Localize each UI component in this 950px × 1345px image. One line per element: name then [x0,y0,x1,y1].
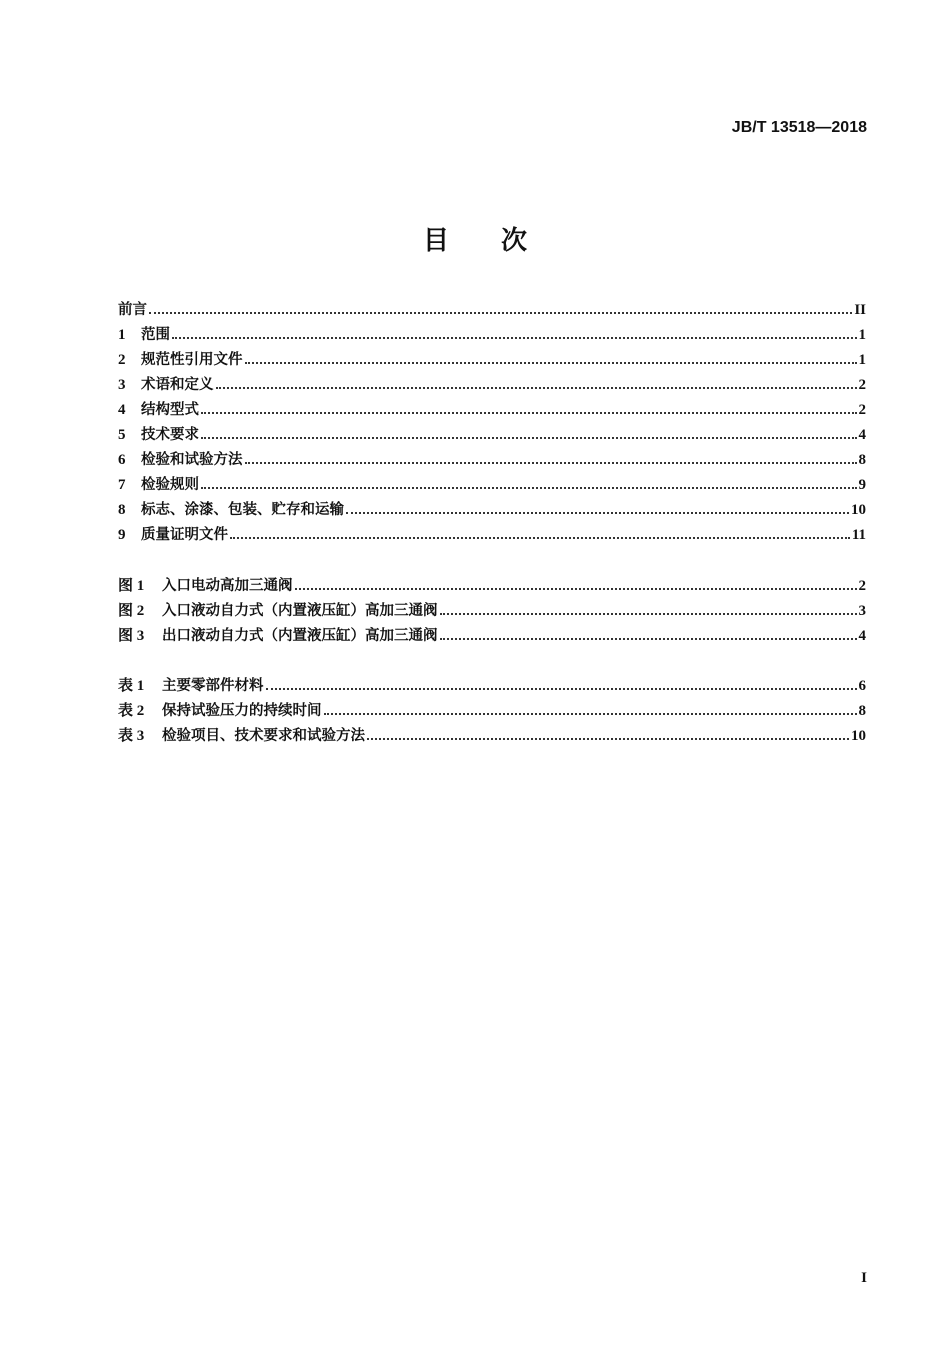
entry-title: 范围 [141,327,170,343]
dot-leader [216,386,857,389]
entry-page: 2 [858,377,866,393]
dot-leader [324,712,857,715]
entry-number: 5 [118,427,126,443]
dot-leader [245,361,857,364]
entry-page: 10 [851,502,866,518]
entry-page: 8 [858,703,866,719]
toc-entry[interactable] [118,398,866,423]
page-title: 目次 [422,226,579,256]
toc-figures [118,574,866,649]
entry-title: 检验项目、技术要求和试验方法 [162,728,365,744]
entry-number: 图 2 [118,603,145,619]
toc-entry[interactable] [118,323,866,348]
standard-number: JB/T 13518—2018 [731,119,867,136]
entry-page: 10 [851,728,866,744]
toc-entry[interactable] [118,523,866,548]
toc-entry[interactable] [118,298,866,323]
entry-title: 入口电动高加三通阀 [162,578,293,594]
entry-title: 规范性引用文件 [141,352,243,368]
dot-leader [230,536,850,539]
entry-number: 8 [118,502,126,518]
entry-page: 4 [858,427,866,443]
toc-entry[interactable] [118,348,866,373]
dot-leader [172,336,857,339]
entry-number: 2 [118,352,126,368]
entry-number: 3 [118,377,126,393]
dot-leader [245,461,857,464]
toc-entry[interactable] [118,423,866,448]
entry-number: 图 3 [118,628,145,644]
entry-title: 技术要求 [141,427,199,443]
dot-leader [440,637,857,640]
entry-title: 前言 [118,302,147,318]
toc-entry[interactable] [118,574,866,599]
entry-number: 6 [118,452,126,468]
page-number: I [861,1270,867,1286]
entry-title: 保持试验压力的持续时间 [162,703,322,719]
entry-title: 入口液动自力式（内置液压缸）高加三通阀 [162,603,438,619]
entry-page: 1 [858,327,866,343]
dot-leader [201,436,857,439]
toc-entry[interactable] [118,699,866,724]
entry-page: 2 [858,578,866,594]
entry-title: 术语和定义 [141,377,214,393]
toc-entry[interactable] [118,473,866,498]
entry-title: 结构型式 [141,402,199,418]
entry-number: 9 [118,527,126,543]
toc-entry[interactable] [118,498,866,523]
entry-page: 4 [858,628,866,644]
entry-page: 1 [858,352,866,368]
toc-sections [118,298,866,548]
dot-leader [440,612,857,615]
dot-leader [295,587,857,590]
entry-number: 7 [118,477,126,493]
dot-leader [149,311,852,314]
entry-title: 出口液动自力式（内置液压缸）高加三通阀 [162,628,438,644]
entry-page: 3 [858,603,866,619]
entry-number: 表 2 [118,703,145,719]
toc-tables [118,674,866,749]
dot-leader [201,486,857,489]
toc-entry[interactable] [118,674,866,699]
entry-page: 2 [858,402,866,418]
dot-leader [201,411,857,414]
entry-page: 11 [851,527,866,543]
entry-title: 主要零部件材料 [162,678,264,694]
toc-entry[interactable] [118,624,866,649]
entry-number: 图 1 [118,578,145,594]
entry-number: 表 3 [118,728,145,744]
entry-number: 表 1 [118,678,145,694]
dot-leader [346,511,849,514]
entry-number: 4 [118,402,126,418]
toc-entry[interactable] [118,724,866,749]
entry-page: II [854,302,866,318]
toc-entry[interactable] [118,373,866,398]
dot-leader [367,737,849,740]
entry-title: 标志、涂漆、包装、贮存和运输 [141,502,344,518]
entry-title: 检验规则 [141,477,199,493]
dot-leader [266,687,857,690]
entry-number: 1 [118,327,126,343]
entry-page: 8 [858,452,866,468]
entry-title: 检验和试验方法 [141,452,243,468]
toc-entry[interactable] [118,448,866,473]
toc-entry[interactable] [118,599,866,624]
entry-page: 6 [858,678,866,694]
entry-title: 质量证明文件 [141,527,228,543]
entry-page: 9 [858,477,866,493]
